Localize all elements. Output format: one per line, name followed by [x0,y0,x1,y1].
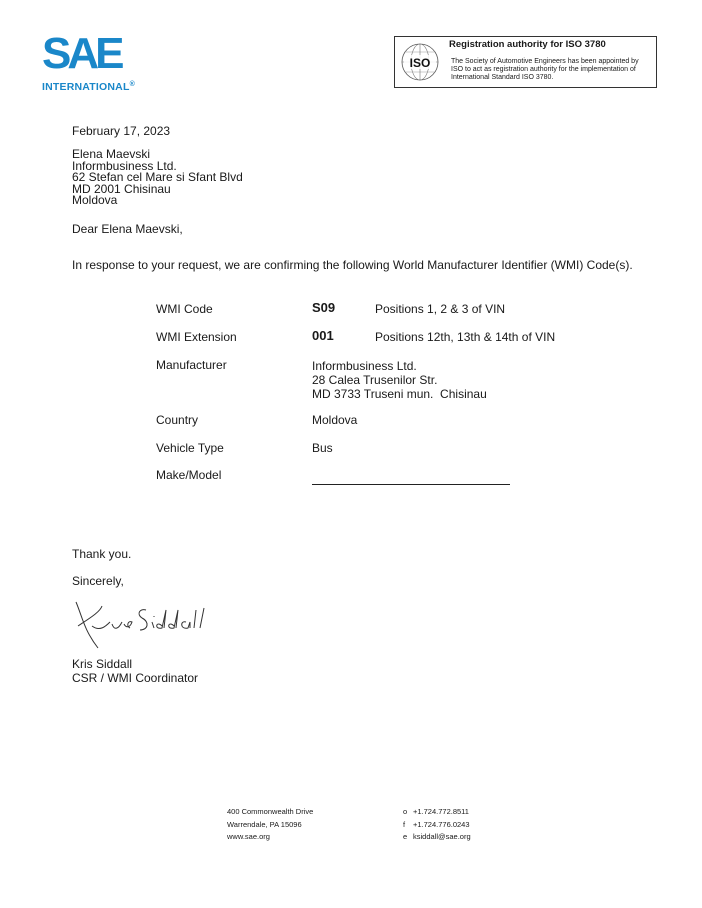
footer-phone [403,806,471,819]
registration-description: The Society of Automotive Engineers has been appointed by ISO to act as registration authority for the implementation of International Standard ISO 3780. [451,58,639,82]
recipient-street: 62 Stefan cel Mare si Sfant Blvd [72,170,243,184]
handwritten-signature [70,596,220,654]
recipient-city: MD 2001 Chisinau [72,181,171,196]
logo-letters: SAE [42,29,121,78]
email-prefix: e [403,832,408,841]
footer-website[interactable]: www.sae.org [227,832,270,841]
wmi-code-label: WMI Code [156,302,213,316]
manufacturer-line: MD 3733 Truseni mun. Chisinau [312,387,487,401]
manufacturer-label: Manufacturer [156,358,227,372]
logo-subtitle [42,81,135,93]
footer-email [403,831,471,844]
manufacturer-address [312,359,487,401]
thank-you: Thank you. [72,547,132,561]
footer-street: 400 Commonwealth Drive [227,807,314,816]
closing: Sincerely, [72,574,124,588]
make-model-label: Make/Model [156,468,222,482]
footer-fax [403,819,471,832]
wmi-extension-note: Positions 12th, 13th & 14th of VIN [375,330,556,344]
phone-value: +1.724.772.8511 [413,807,469,816]
vehicle-type-value: Bus [312,441,333,455]
recipient-country: Moldova [72,193,118,207]
fax-value: +1.724.776.0243 [413,819,470,829]
phone-prefix: o [403,807,408,816]
recipient-address [72,149,243,207]
logo-subtitle-text: INTERNATIONAL [42,81,130,93]
letter-date: February 17, 2023 [72,124,171,138]
intro-paragraph: In response to your request, we are confirming the following World Manufacturer Identifier (WMI) Code(s). [72,258,633,272]
logo-trademark: ® [129,81,135,88]
make-model-blank-line [312,484,510,485]
iso-globe-icon [400,42,440,82]
wmi-code-value: S09 [312,300,336,315]
manufacturer-line: 28 Calea Trusenilor Str. [312,373,438,387]
recipient-company: Informbusiness Ltd. [72,158,177,173]
registration-title: Registration authority for ISO 3780 [449,39,606,50]
manufacturer-line: Informbusiness Ltd. [312,359,417,373]
footer-city: Warrendale, PA 15096 [227,819,302,829]
wmi-extension-label: WMI Extension [156,330,237,344]
signer-title: CSR / WMI Coordinator [72,671,199,685]
vehicle-type-label: Vehicle Type [156,441,224,455]
iso-badge-text: ISO [409,56,431,70]
recipient-name: Elena Maevski [72,147,151,161]
salutation: Dear Elena Maevski, [72,222,183,236]
country-label: Country [156,413,199,427]
email-value[interactable]: ksiddall@sae.org [413,832,471,841]
wmi-code-note: Positions 1, 2 & 3 of VIN [375,302,506,316]
wmi-extension-value: 001 [312,328,334,343]
registration-box [394,36,657,88]
footer-address [227,806,313,844]
footer-contacts [403,806,471,844]
sae-logo [42,29,142,94]
country-value: Moldova [312,413,358,427]
fax-prefix: f [403,819,406,829]
signer-name: Kris Siddall [72,657,133,671]
